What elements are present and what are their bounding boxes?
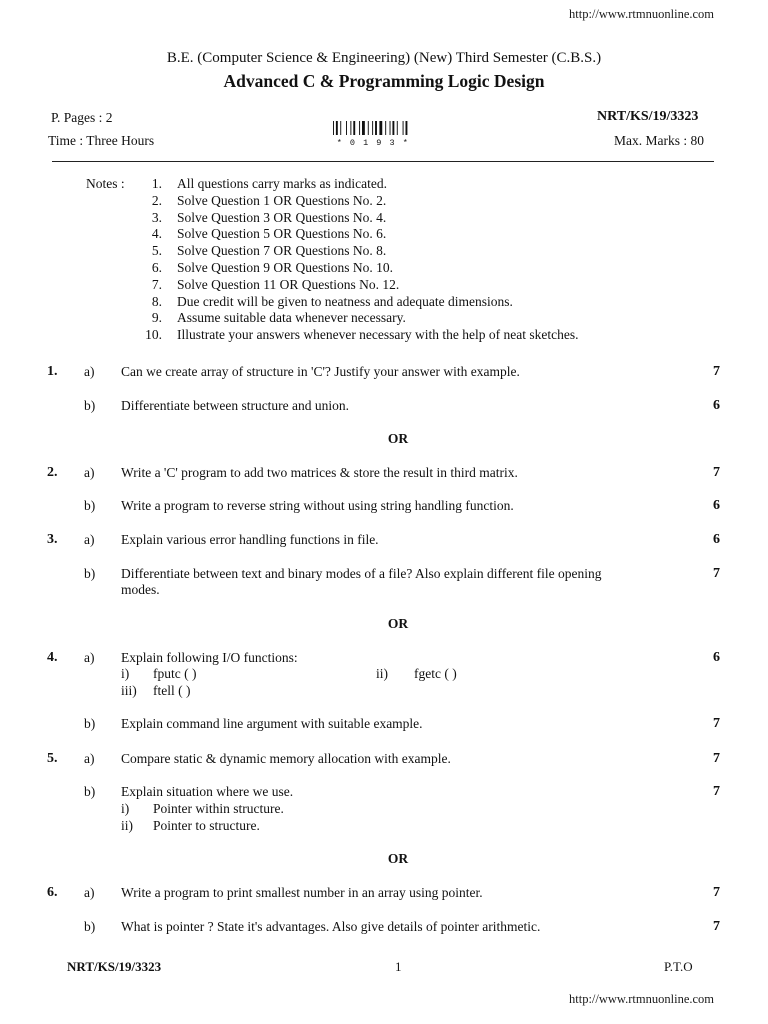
page-number: 1	[395, 959, 402, 974]
part-label: a)	[84, 650, 95, 665]
barcode-bar	[390, 121, 391, 135]
part-label: b)	[84, 919, 96, 934]
note-number: 2.	[151, 192, 162, 208]
note-number: 8.	[151, 293, 162, 309]
sub-item-label: i)	[121, 801, 130, 816]
question-text: Differentiate between structure and union.	[121, 398, 350, 413]
barcode-bar	[368, 121, 369, 135]
note-text: Solve Question 7 OR Questions No. 8.	[177, 243, 387, 259]
header-divider	[52, 161, 714, 162]
barcode-bar	[392, 121, 394, 135]
question-number: 1.	[47, 364, 58, 379]
note-text: Solve Question 5 OR Questions No. 6.	[177, 226, 387, 242]
sub-item: Pointer within structure.	[153, 801, 284, 816]
marks: 7	[713, 784, 720, 799]
barcode-bar	[372, 121, 373, 135]
question-number: 6.	[47, 885, 58, 900]
question-text: Write a 'C' program to add two matrices & store the result in third matrix.	[121, 465, 518, 480]
part-label: b)	[84, 716, 96, 731]
part-label: b)	[84, 398, 96, 413]
sub-item-label: ii)	[376, 666, 388, 681]
note-number: 10.	[145, 327, 162, 343]
question-text-continued: modes.	[121, 582, 160, 597]
sub-item-label: ii)	[121, 818, 133, 833]
note-number: 7.	[151, 276, 162, 292]
barcode	[333, 121, 413, 135]
question-text: Write a program to print smallest number in an array using pointer.	[121, 885, 483, 900]
barcode-bar	[385, 121, 386, 135]
question-text: Write a program to reverse string without using string handling function.	[121, 498, 514, 513]
barcode-bar	[359, 121, 360, 135]
question-number: 4.	[47, 650, 58, 665]
note-number: 6.	[151, 260, 162, 275]
exam-time: Time : Three Hours	[48, 133, 155, 148]
marks: 7	[713, 885, 720, 900]
marks: 7	[713, 465, 720, 480]
question-text: Differentiate between text and binary modes of a file? Also explain different file opening	[121, 566, 602, 581]
question-number: 3.	[47, 532, 58, 547]
top-site-url[interactable]: http://www.rtmnuonline.com	[569, 7, 715, 21]
note-text: All questions carry marks as indicated.	[177, 176, 387, 191]
barcode-bar	[397, 121, 398, 135]
question-text: Explain following I/O functions:	[121, 650, 298, 665]
part-label: a)	[84, 364, 95, 379]
part-label: b)	[84, 784, 96, 799]
subject-title: Advanced C & Programming Logic Design	[223, 71, 545, 91]
pto-label: P.T.O	[664, 959, 693, 974]
marks: 6	[713, 398, 720, 413]
barcode-bar	[362, 121, 365, 135]
note-number: 1.	[151, 176, 162, 191]
footer-paper-code: NRT/KS/19/3323	[67, 959, 162, 974]
barcode-text: * 0 1 9 3 *	[336, 138, 410, 148]
or-divider: OR	[387, 851, 409, 866]
question-number: 5.	[47, 751, 58, 766]
note-text: Solve Question 3 OR Questions No. 4.	[177, 209, 387, 225]
note-text: Assume suitable data whenever necessary.	[177, 310, 406, 326]
note-number: 9.	[151, 310, 162, 326]
note-number: 3.	[151, 209, 162, 225]
sub-item: fgetc ( )	[414, 666, 457, 681]
sub-item-label: i)	[121, 666, 130, 681]
marks: 7	[713, 751, 720, 766]
part-label: b)	[84, 498, 96, 513]
question-text: What is pointer ? State it's advantages. Also give details of pointer arithmetic.	[121, 919, 541, 934]
part-label: a)	[84, 465, 95, 480]
part-label: a)	[84, 532, 95, 547]
sub-item-label: iii)	[121, 683, 137, 698]
barcode-bar	[406, 121, 408, 135]
or-divider: OR	[387, 616, 409, 631]
barcode-bar	[375, 121, 377, 135]
question-text: Explain situation where we use.	[121, 784, 294, 799]
barcode-bar	[333, 121, 334, 135]
note-text: Solve Question 11 OR Questions No. 12.	[177, 276, 400, 292]
notes-label: Notes :	[86, 176, 125, 191]
barcode-bar	[336, 121, 338, 135]
marks: 6	[713, 650, 720, 665]
question-text: Explain command line argument with suitable example.	[121, 716, 423, 731]
barcode-bar	[350, 121, 351, 135]
or-divider: OR	[387, 431, 409, 446]
question-number: 2.	[47, 465, 58, 480]
paper-code: NRT/KS/19/3323	[597, 109, 699, 124]
note-text: Solve Question 9 OR Questions No. 10.	[177, 260, 393, 275]
marks: 6	[713, 498, 720, 513]
note-text: Solve Question 1 OR Questions No. 2.	[177, 192, 387, 208]
marks: 7	[713, 364, 720, 379]
marks: 7	[713, 566, 720, 581]
barcode-bar	[346, 121, 347, 135]
question-text: Can we create array of structure in 'C'? Justify your answer with example.	[121, 364, 520, 379]
bottom-site-url[interactable]: http://www.rtmnuonline.com	[569, 992, 715, 1006]
question-text: Explain various error handling functions in file.	[121, 532, 379, 547]
marks: 6	[713, 532, 720, 547]
max-marks: Max. Marks : 80	[614, 133, 704, 148]
barcode-bar	[403, 121, 404, 135]
marks: 7	[713, 919, 720, 934]
page-count: P. Pages : 2	[51, 110, 113, 125]
note-text: Due credit will be given to neatness and adequate dimensions.	[177, 293, 513, 309]
part-label: a)	[84, 751, 95, 766]
barcode-bar	[353, 121, 355, 135]
course-heading: B.E. (Computer Science & Engineering) (New) Third Semester (C.B.S.)	[166, 50, 602, 66]
marks: 7	[713, 716, 720, 731]
sub-item: ftell ( )	[153, 683, 191, 698]
part-label: a)	[84, 885, 95, 900]
sub-item: Pointer to structure.	[153, 818, 260, 833]
note-number: 4.	[151, 226, 162, 242]
barcode-bar	[340, 121, 341, 135]
barcode-bar	[379, 121, 382, 135]
note-text: Illustrate your answers whenever necessary with the help of neat sketches.	[177, 327, 579, 343]
question-text: Compare static & dynamic memory allocation with example.	[121, 751, 451, 766]
note-number: 5.	[151, 243, 162, 259]
part-label: b)	[84, 566, 96, 581]
sub-item: fputc ( )	[153, 666, 197, 681]
